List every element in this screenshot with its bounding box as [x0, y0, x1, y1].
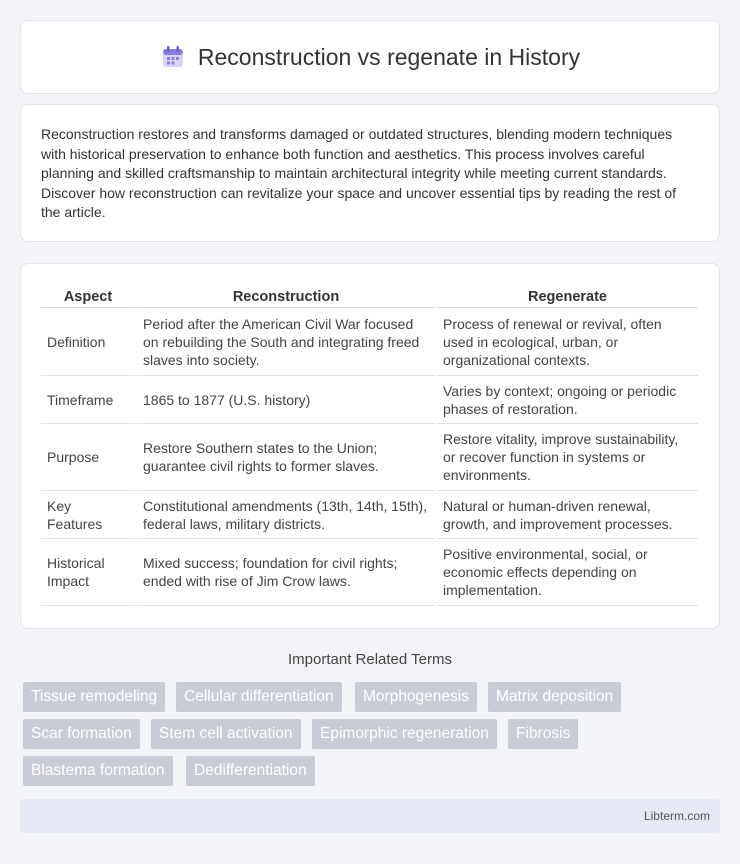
cell-regenerate: Process of renewal or revival, often used in ecological, urban, or organizational contexts.	[436, 308, 698, 376]
cell-reconstruction: Constitutional amendments (13th, 14th, 15th), federal laws, military districts.	[136, 491, 436, 539]
intro-text: Reconstruction restores and transforms damaged or outdated structures, blending modern techniques with historical preservation to enhance both function and aesthetics. This process involves careful planning and skilled craftsmanship to maintain architectural integrity while meeting current standards. Discover how reconstruction can revitalize your space and uncover essential tips by reading the rest of the article.	[41, 126, 676, 221]
cell-reconstruction: Mixed success; foundation for civil rights; ended with rise of Jim Crow laws.	[136, 539, 436, 606]
cell-regenerate: Positive environmental, social, or economic effects depending on implementation.	[436, 539, 698, 606]
related-term-tag[interactable]: Epimorphic regeneration	[312, 719, 497, 749]
comparison-table-card	[20, 263, 720, 629]
footer	[20, 799, 720, 833]
cell-regenerate: Natural or human-driven renewal, growth, and improvement processes.	[436, 491, 698, 539]
cell-reconstruction: Restore Southern states to the Union; guarantee civil rights to former slaves.	[136, 424, 436, 491]
cell-reconstruction: 1865 to 1877 (U.S. history)	[136, 376, 436, 424]
table-row	[41, 376, 698, 424]
footer-site-link[interactable]: Libterm.com	[643, 809, 710, 823]
cell-regenerate: Restore vitality, improve sustainability, or recover function in systems or environments.	[436, 424, 698, 491]
intro-card	[20, 104, 720, 242]
header-regenerate: Regenerate	[436, 284, 698, 308]
table-header-row	[41, 284, 698, 308]
related-term-tag[interactable]: Blastema formation	[23, 756, 173, 786]
header-aspect: Aspect	[41, 284, 136, 308]
calendar-icon	[160, 44, 186, 70]
comparison-table	[41, 284, 698, 606]
related-term-tag[interactable]: Tissue remodeling	[23, 682, 165, 712]
related-terms-title: Important Related Terms	[288, 651, 452, 668]
title-card	[20, 20, 720, 94]
table-row	[41, 424, 698, 491]
related-term-tag[interactable]: Cellular differentiation	[176, 682, 342, 712]
header-reconstruction: Reconstruction	[136, 284, 436, 308]
cell-regenerate: Varies by context; ongoing or periodic phases of restoration.	[436, 376, 698, 424]
related-term-tag[interactable]: Matrix deposition	[488, 682, 621, 712]
related-term-tag[interactable]: Dedifferentiation	[186, 756, 315, 786]
table-row	[41, 491, 698, 539]
table-row	[41, 539, 698, 606]
cell-reconstruction: Period after the American Civil War focused on rebuilding the South and integrating freed slaves into society.	[136, 308, 436, 376]
cell-aspect: Timeframe	[41, 376, 136, 424]
related-term-tag[interactable]: Stem cell activation	[151, 719, 301, 749]
related-term-tag[interactable]: Scar formation	[23, 719, 140, 749]
related-term-tag[interactable]: Fibrosis	[508, 719, 578, 749]
table-row	[41, 308, 698, 376]
cell-aspect: Key Features	[41, 491, 136, 539]
cell-aspect: Historical Impact	[41, 539, 136, 606]
related-term-tag[interactable]: Morphogenesis	[355, 682, 477, 712]
cell-aspect: Definition	[41, 308, 136, 376]
page-title: Reconstruction vs regenate in History	[197, 43, 581, 70]
cell-aspect: Purpose	[41, 424, 136, 491]
